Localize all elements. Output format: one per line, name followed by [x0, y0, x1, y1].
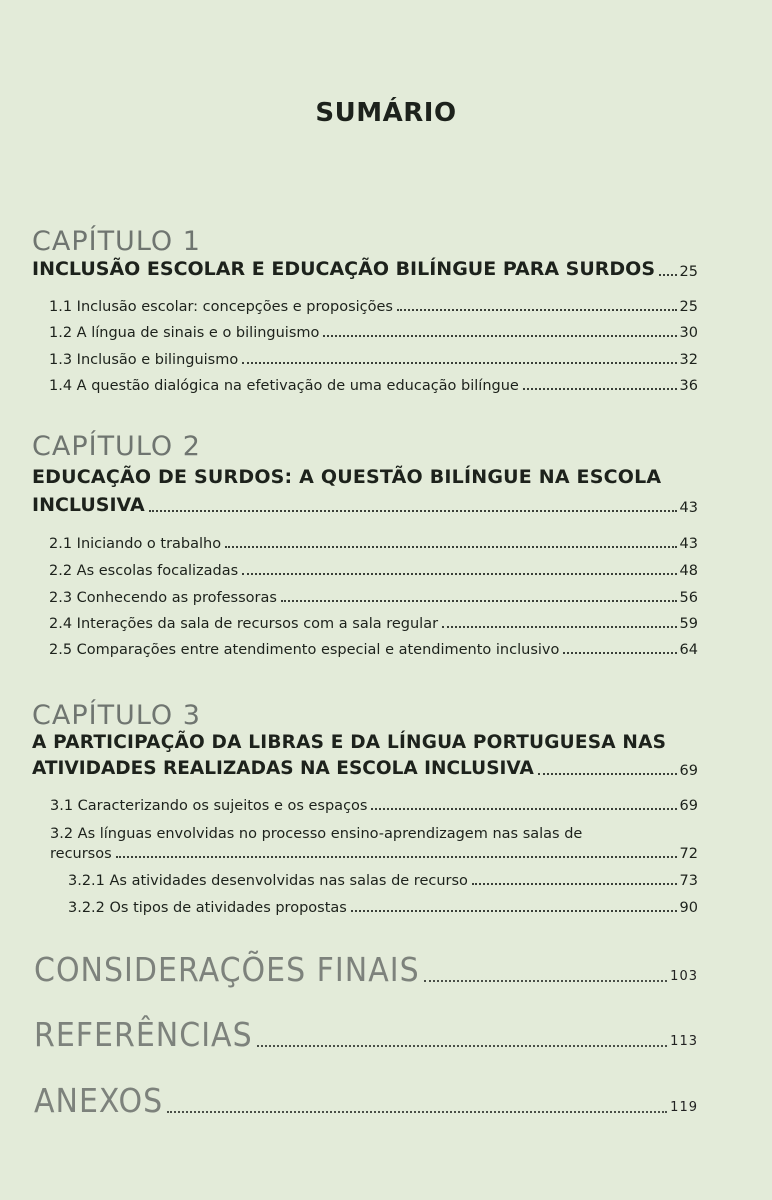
toc-entry-2-1[interactable] [49, 536, 698, 552]
leader-dots [149, 510, 677, 512]
toc-entry-page: 56 [679, 590, 698, 606]
toc-entry-text: 2.5 Comparações entre atendimento especial e atendimento inclusivo [49, 642, 560, 658]
toc-entry-text: 2.4 Interações da sala de recursos com a sala regular [49, 616, 439, 632]
leader-dots [442, 626, 676, 628]
toc-entry-3-2-2[interactable] [68, 900, 698, 916]
toc-entry-page: 90 [679, 900, 698, 916]
toc-entry-3-2-line1[interactable]: 3.2 As línguas envolvidas no processo ensino-aprendizagem nas salas de [50, 826, 583, 842]
leader-dots [167, 1111, 667, 1113]
toc-entry-text: 3.1 Caracterizando os sujeitos e os espaços [50, 798, 368, 814]
leader-dots [323, 335, 676, 337]
toc-entry-text: 3.2.2 Os tipos de atividades propostas [68, 900, 347, 916]
chapter-2-page: 43 [679, 500, 698, 516]
toc-entry-text: 2.3 Conhecendo as professoras [49, 590, 277, 606]
toc-entry-1-4[interactable] [49, 378, 698, 394]
leader-dots [397, 309, 677, 311]
toc-entry-consideracoes-finais[interactable] [34, 951, 698, 990]
back-matter-label: ANEXOS [34, 1082, 164, 1121]
toc-entry-text: 1.1 Inclusão escolar: concepções e proposições [49, 299, 393, 315]
back-matter-label: CONSIDERAÇÕES FINAIS [34, 951, 420, 990]
toc-entry-text: recursos [50, 846, 112, 862]
toc-entry-page: 69 [679, 798, 698, 814]
chapter-2-title-line2: INCLUSIVA [32, 494, 145, 516]
chapter-2-label: CAPÍTULO 2 [32, 431, 201, 462]
chapter-2-title-row[interactable] [32, 494, 698, 516]
toc-entry-anexos[interactable] [34, 1082, 698, 1121]
toc-entry-page: 36 [679, 378, 698, 394]
toc-entry-2-3[interactable] [49, 590, 698, 606]
toc-entry-3-1[interactable] [50, 798, 698, 814]
toc-entry-2-2[interactable] [49, 563, 698, 579]
page-title: SUMÁRIO [315, 98, 457, 128]
leader-dots [242, 362, 676, 364]
leader-dots [257, 1045, 668, 1047]
toc-entry-1-3[interactable] [49, 352, 698, 368]
back-matter-page: 119 [670, 1100, 698, 1115]
toc-entry-1-2[interactable] [49, 325, 698, 341]
toc-entry-page: 48 [679, 563, 698, 579]
chapter-2-title-line1: EDUCAÇÃO DE SURDOS: A QUESTÃO BILÍNGUE NA ESCOLA [32, 466, 662, 488]
toc-entry-3-2[interactable] [50, 846, 698, 862]
leader-dots [351, 910, 677, 912]
toc-entry-page: 43 [679, 536, 698, 552]
toc-entry-page: 30 [679, 325, 698, 341]
leader-dots [538, 773, 677, 775]
chapter-3-title-row[interactable] [32, 758, 698, 779]
toc-entry-text: 1.4 A questão dialógica na efetivação de uma educação bilíngue [49, 378, 519, 394]
toc-entry-text: 2.2 As escolas focalizadas [49, 563, 239, 579]
toc-entry-page: 73 [679, 873, 698, 889]
chapter-1-title: INCLUSÃO ESCOLAR E EDUCAÇÃO BILÍNGUE PARA SURDOS [32, 258, 656, 280]
leader-dots [472, 883, 677, 885]
toc-entry-2-4[interactable] [49, 616, 698, 632]
leader-dots [659, 274, 677, 276]
leader-dots [281, 600, 677, 602]
toc-entry-2-5[interactable] [49, 642, 698, 658]
chapter-3-title-line1: A PARTICIPAÇÃO DA LIBRAS E DA LÍNGUA PORTUGUESA NAS [32, 732, 667, 753]
chapter-1-page: 25 [679, 264, 698, 280]
chapter-1-title-row[interactable] [32, 258, 698, 280]
leader-dots [563, 652, 676, 654]
toc-entry-text: 1.2 A língua de sinais e o bilinguismo [49, 325, 320, 341]
toc-entry-text: 1.3 Inclusão e bilinguismo [49, 352, 239, 368]
leader-dots [116, 856, 677, 858]
toc-entry-page: 32 [679, 352, 698, 368]
toc-entry-page: 64 [679, 642, 698, 658]
leader-dots [225, 546, 676, 548]
chapter-3-page: 69 [679, 763, 698, 779]
chapter-1-label: CAPÍTULO 1 [32, 226, 201, 257]
toc-entry-page: 59 [679, 616, 698, 632]
chapter-3-title-line2: ATIVIDADES REALIZADAS NA ESCOLA INCLUSIVA [32, 758, 534, 779]
chapter-3-label: CAPÍTULO 3 [32, 700, 201, 731]
toc-entry-page: 25 [679, 299, 698, 315]
back-matter-label: REFERÊNCIAS [34, 1016, 253, 1055]
toc-entry-1-1[interactable] [49, 299, 698, 315]
toc-entry-text: 3.2.1 As atividades desenvolvidas nas salas de recurso [68, 873, 468, 889]
leader-dots [242, 573, 676, 575]
toc-entry-referencias[interactable] [34, 1016, 698, 1055]
back-matter-page: 103 [670, 969, 698, 984]
leader-dots [371, 808, 676, 810]
leader-dots [424, 980, 668, 982]
toc-entry-page: 72 [679, 846, 698, 862]
back-matter-page: 113 [670, 1034, 698, 1049]
leader-dots [523, 388, 677, 390]
toc-entry-text: 2.1 Iniciando o trabalho [49, 536, 222, 552]
toc-entry-3-2-1[interactable] [68, 873, 698, 889]
